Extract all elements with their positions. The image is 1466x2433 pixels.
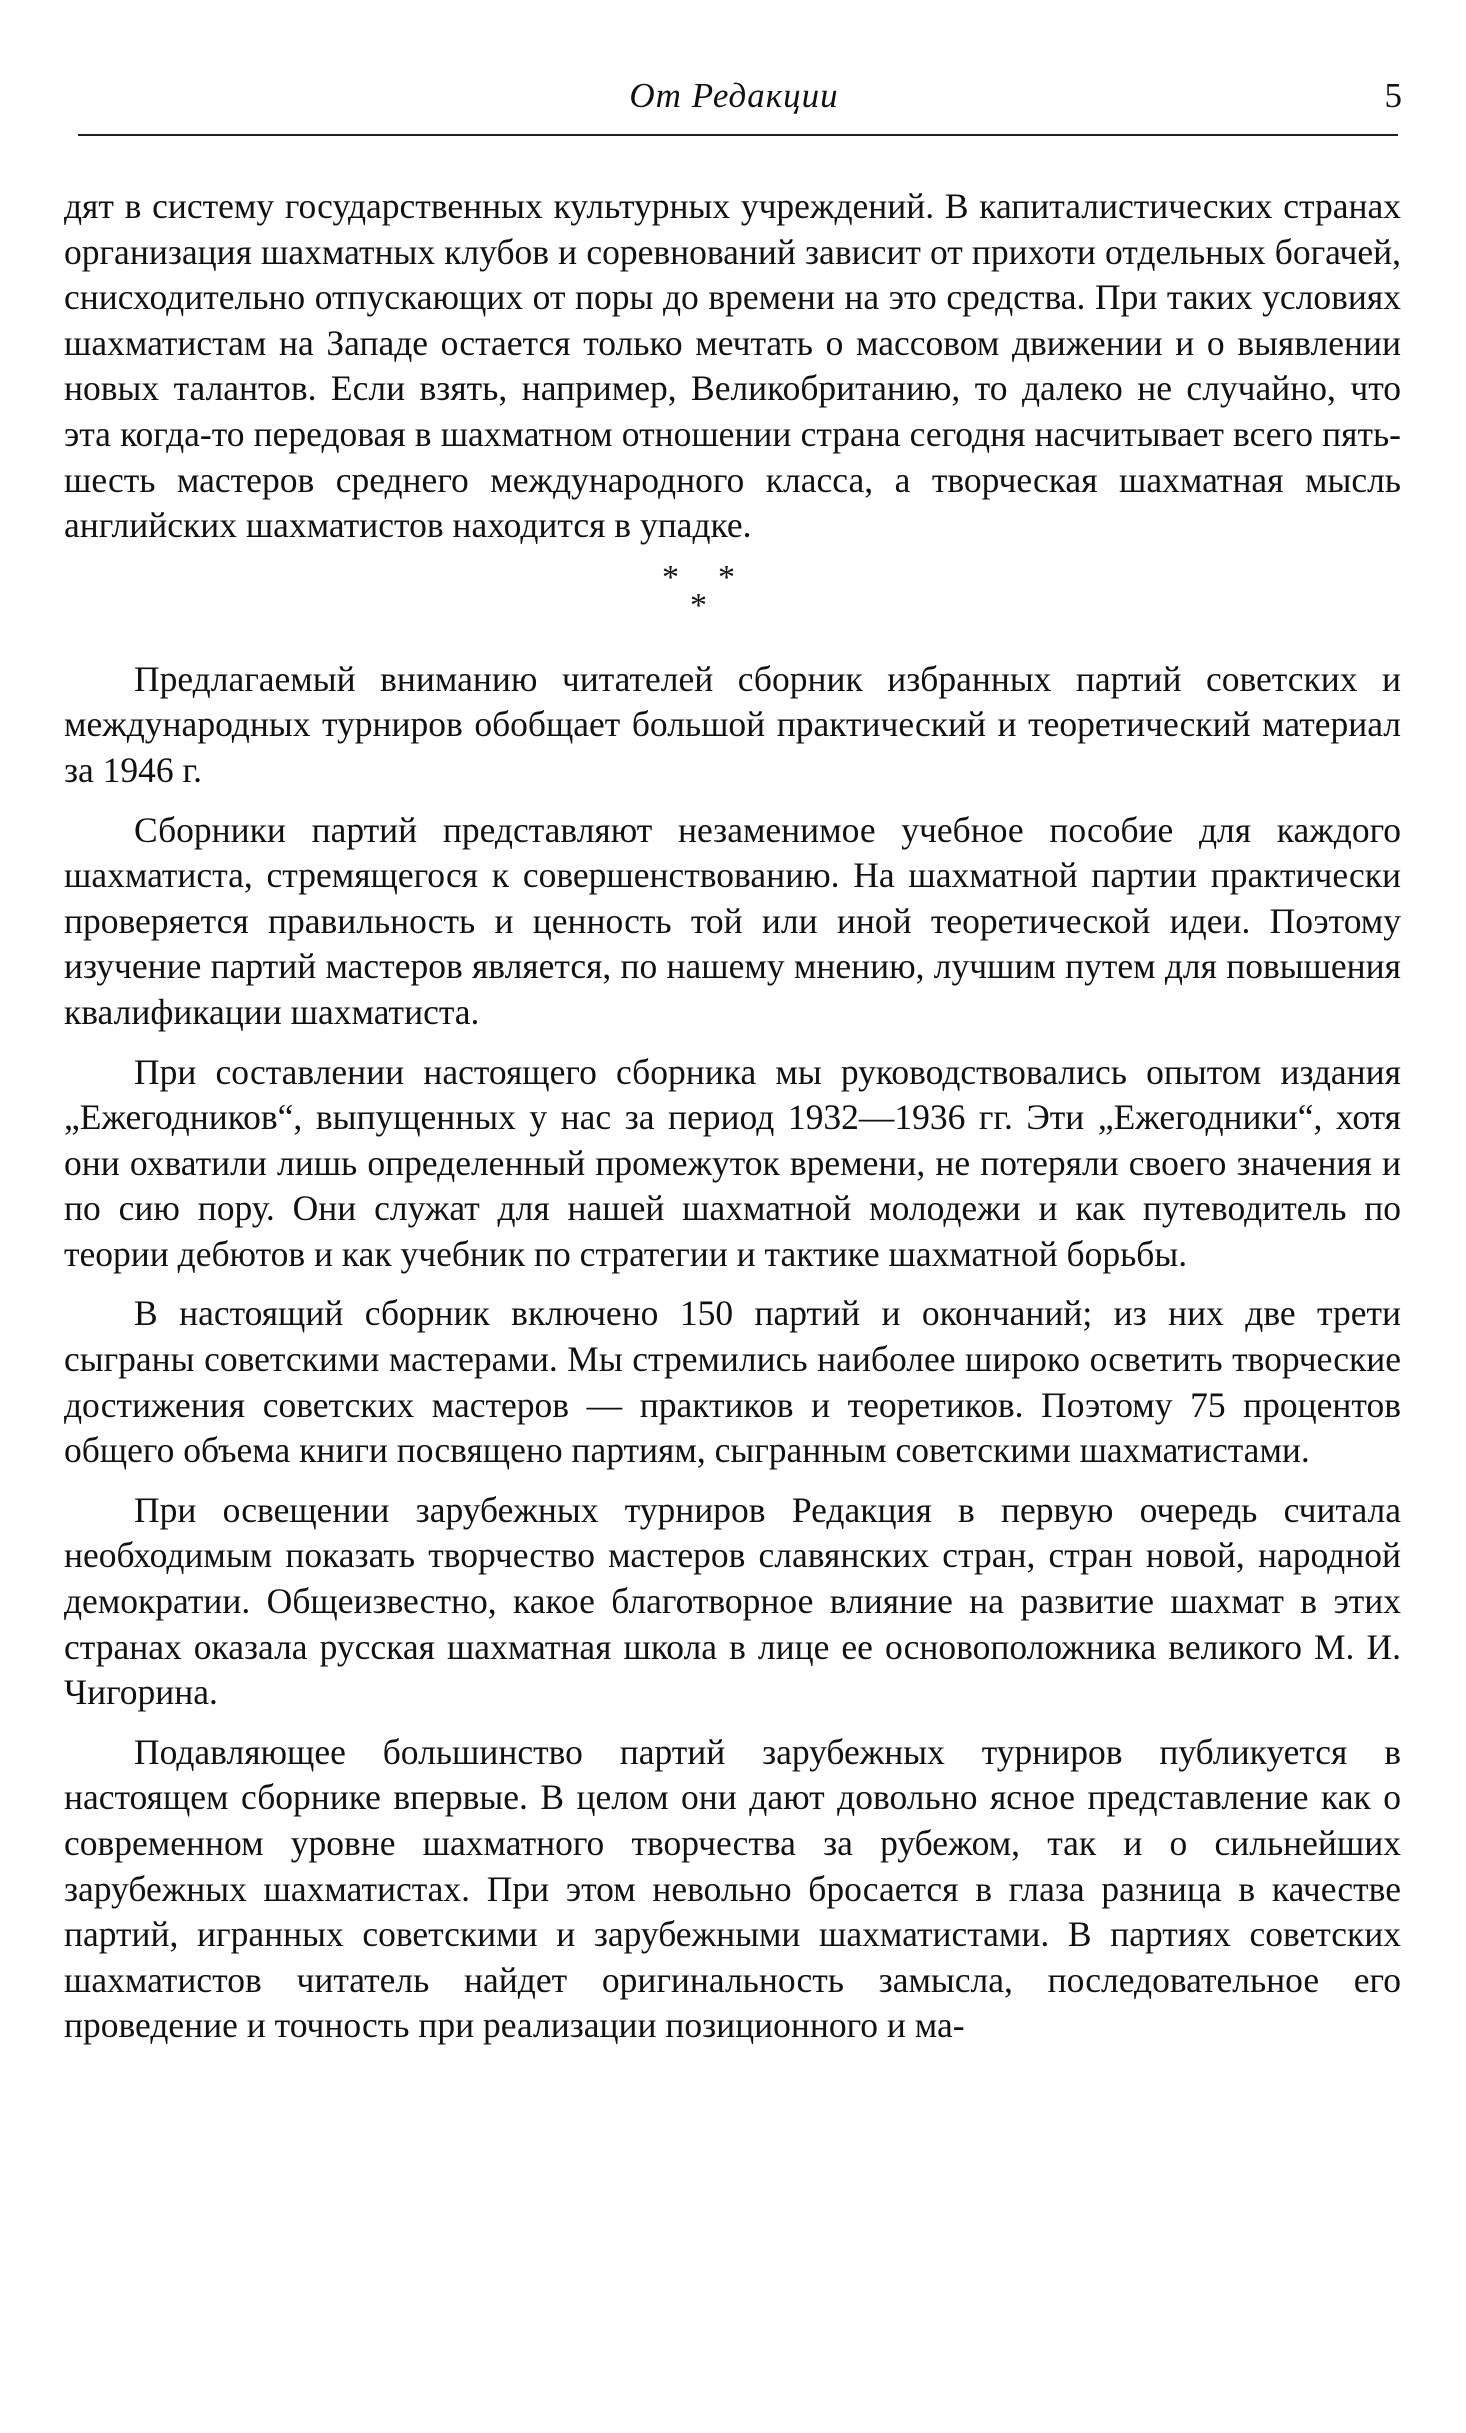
paragraph: Предлагаемый вниманию читателей сборник избранных партий советских и международных турниров обобщает большой практический и теоретический материал за 1946 г. — [64, 658, 1401, 790]
section-break-asterism — [64, 555, 1401, 645]
paragraph: Подавляющее большинство партий зарубежных турниров публикуется в настоящем сборнике впервые. В целом они дают довольно ясное представление как о современном уровне шахматного творчества за рубежом, так и о сильнейших зарубежных шахматистах. При этом невольно бросается в глаза разница в качестве партий, игранных советскими и зарубежными шахматистами. В партиях советских шахматистов читатель найдет оригинальность замысла, последовательное его проведение и точность при реализации позиционного и ма- — [64, 1731, 1401, 2046]
running-header — [64, 74, 1404, 130]
asterisk-icon: * — [718, 558, 735, 596]
running-title: От Редакции — [629, 76, 839, 115]
header-rule — [78, 134, 1398, 136]
body-text — [64, 184, 1401, 2049]
asterisk-icon: * — [690, 586, 707, 624]
paragraph: При освещении зарубежных турниров Редакция в первую очередь считала необходимым показать творчество мастеров славянских стран, стран новой, народной демократии. Общеизвестно, какое благотворное влияние на развитие шахмат в этих странах оказала русская шахматная школа в лице ее основоположника великого М. И. Чигорина. — [64, 1489, 1401, 1713]
paragraph: В настоящий сборник включено 150 партий и окончаний; из них две трети сыграны советскими мастерами. Мы стремились наиболее широко осветить творческие достижения советских мастеров — практиков и теоретиков. Поэтому 75 процентов общего объема книги посвящено партиям, сыгранным советскими шахматистами. — [64, 1293, 1401, 1471]
paragraph: Сборники партий представляют незаменимое учебное пособие для каждого шахматиста, стремящегося к совершенствованию. На шахматной партии практически проверяется правильность и ценность той или иной теоретической идеи. Поэтому изучение партий мастеров является, по нашему мнению, лучшим путем для повышения квалификации шахматиста. — [64, 809, 1401, 1032]
paragraph-continued: дят в систему государственных культурных учреждений. В капиталистических странах организация шахматных клубов и соревнований зависит от прихоти отдельных богачей, снисходительно отпускающих от поры до времени на это средства. При таких условиях шахматистам на Западе остается только мечтать о массовом движении и о выявлении новых талантов. Если взять, например, Великобританию, то далеко не случайно, что эта когда-то передовая в шахматном отношении страна сегодня насчитывает всего пять-шесть мастеров среднего международного класса, а творческая шахматная мысль английских шахматистов находится в упадке. — [64, 186, 1401, 546]
asterisk-icon: * — [662, 558, 679, 596]
paragraph: При составлении настоящего сборника мы руководствовались опытом издания „Ежегодников“, выпущенных у нас за период 1932—1936 гг. Эти „Ежегодники“, хотя они охватили лишь определенный промежуток времени, не потеряли своего значения и по сию пору. Они служат для нашей шахматной молодежи и как путеводитель по теории дебютов и как учебник по стратегии и тактике шахматной борьбы. — [64, 1051, 1401, 1274]
page-number: 5 — [1384, 76, 1402, 115]
